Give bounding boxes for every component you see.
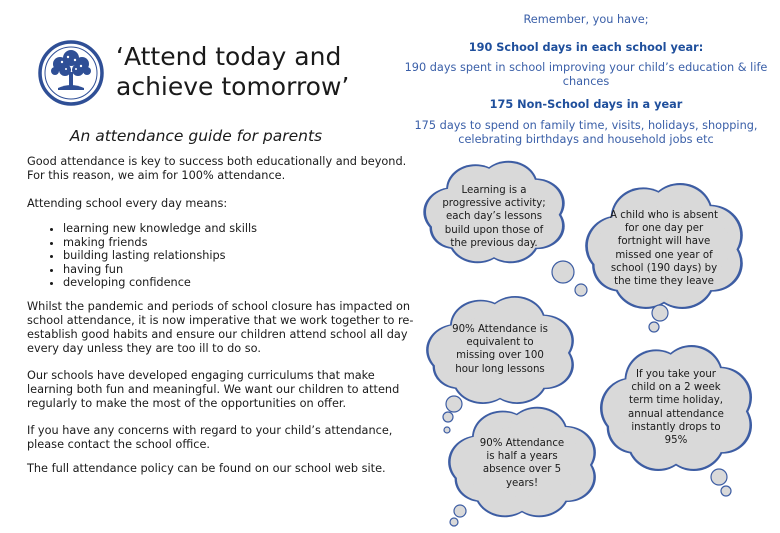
cloud-absent-text bbox=[599, 209, 729, 288]
headline bbox=[116, 42, 386, 102]
text-line: every day unless they are too ill to do so. bbox=[27, 342, 261, 355]
cloud-ninety-half-text bbox=[467, 437, 577, 490]
subtitle: An attendance guide for parents bbox=[69, 127, 323, 145]
text-line: Whilst the pandemic and periods of school closure has impacted on bbox=[27, 300, 411, 313]
text-line: please contact the school office. bbox=[27, 438, 211, 451]
cloud-line: school (190 days) by bbox=[610, 262, 718, 274]
cloud-line: missed one year of bbox=[615, 249, 713, 261]
school-days-line: 190 days spent in school improving your child’s education & life bbox=[404, 61, 768, 74]
right-page bbox=[392, 0, 780, 533]
cloud-line: build upon those of bbox=[444, 224, 544, 236]
concerns-paragraph bbox=[27, 424, 393, 452]
pandemic-paragraph bbox=[27, 300, 414, 356]
cloud-line: years! bbox=[505, 477, 539, 489]
cloud-line: 90% Attendance is bbox=[452, 324, 548, 335]
cloud-line: 90% Attendance bbox=[479, 438, 565, 449]
text-line: Good attendance is key to success both educationally and beyond. bbox=[27, 155, 407, 168]
text-line: For this reason, we aim for 100% attendance. bbox=[27, 169, 286, 182]
text-line: regularly to make the most of the opportunities on offer. bbox=[27, 397, 347, 410]
cloud-line: term time holiday, bbox=[628, 395, 723, 407]
list-item: • having fun bbox=[63, 263, 383, 277]
cloud-ninety-lessons-text bbox=[440, 323, 560, 376]
list-item: • learning new knowledge and skills bbox=[63, 222, 383, 236]
text-line: The full attendance policy can be found on our school web site. bbox=[27, 462, 386, 475]
text-line: Our schools have developed engaging curriculums that make bbox=[27, 369, 375, 382]
headline-line: achieve tomorrow’ bbox=[116, 72, 350, 101]
cloud-learning-text bbox=[434, 184, 554, 250]
non-school-line: celebrating birthdays and household jobs etc bbox=[458, 133, 714, 146]
cloud-line: instantly drops to bbox=[631, 421, 721, 433]
curriculum-paragraph bbox=[27, 369, 400, 411]
text-line: If you have any concerns with regard to your child’s attendance, bbox=[27, 424, 393, 437]
text-line: school attendance, it is now imperative that we work together to re- bbox=[27, 314, 414, 327]
school-days-heading: 190 School days in each school year: bbox=[468, 41, 704, 54]
cloud-line: 95% bbox=[664, 435, 688, 447]
non-school-heading: 175 Non-School days in a year bbox=[489, 98, 683, 111]
cloud-holiday-text bbox=[616, 368, 736, 447]
intro-paragraph bbox=[27, 155, 407, 183]
cloud-line: annual attendance bbox=[628, 408, 724, 420]
non-school-line: 175 days to spend on family time, visits, holidays, shopping, bbox=[414, 119, 758, 132]
list-item: • building lasting relationships bbox=[63, 249, 383, 263]
benefits-list bbox=[27, 222, 383, 290]
cloud-line: progressive activity; bbox=[442, 198, 546, 210]
cloud-line: each day’s lessons bbox=[445, 211, 543, 223]
cloud-line: is half a years bbox=[486, 451, 558, 463]
cloud-line: missing over 100 bbox=[456, 350, 544, 362]
text-line: establish good habits and ensure our children attend school all day bbox=[27, 328, 408, 341]
list-item: • developing confidence bbox=[63, 276, 383, 290]
cloud-line: If you take your bbox=[636, 369, 716, 380]
remember-text: Remember, you have; bbox=[523, 13, 649, 26]
list-intro bbox=[27, 197, 387, 211]
list-item: • making friends bbox=[63, 236, 383, 250]
tree-logo-icon bbox=[38, 40, 104, 106]
cloud-line: equivalent to bbox=[466, 337, 534, 349]
text-line: Attending school every day means: bbox=[27, 197, 228, 210]
text-line: learning both fun and meaningful. We want our children to attend bbox=[27, 383, 400, 396]
cloud-line: the time they leave bbox=[614, 276, 714, 288]
headline-line: ‘Attend today and bbox=[116, 42, 342, 71]
cloud-line: Learning is a bbox=[461, 185, 527, 196]
cloud-line: the previous day. bbox=[450, 237, 538, 249]
school-days-line: chances bbox=[562, 75, 610, 88]
policy-paragraph bbox=[27, 462, 387, 476]
cloud-line: A child who is absent bbox=[609, 210, 718, 221]
cloud-line: child on a 2 week bbox=[631, 382, 721, 394]
cloud-line: fortnight will have bbox=[617, 236, 711, 248]
cloud-line: hour long lessons bbox=[455, 363, 545, 375]
cloud-line: absence over 5 bbox=[482, 464, 562, 476]
cloud-line: for one day per bbox=[624, 223, 704, 235]
